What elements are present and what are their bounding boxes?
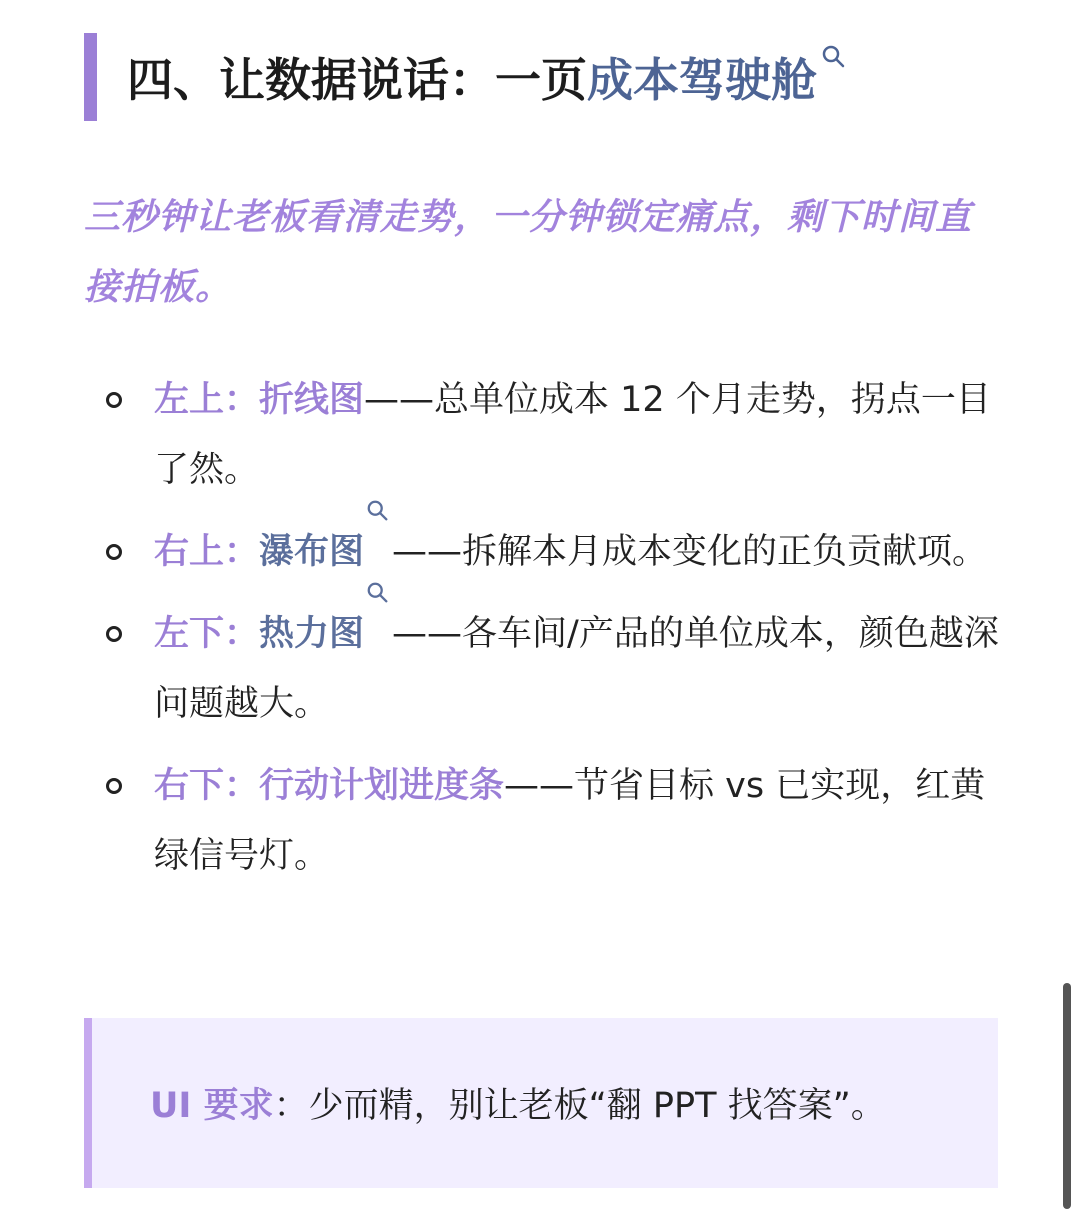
heatmap-link[interactable]: 热力图 xyxy=(259,614,365,654)
bullet-icon xyxy=(106,392,122,408)
cost-cockpit-link[interactable]: 成本驾驶舱 xyxy=(587,53,817,107)
heading-prefix: 四、让数据说话：一页 xyxy=(127,53,587,107)
list-item-bottom-right xyxy=(100,751,1000,891)
item-description: ——总单位成本 12 个月走势，拐点一目了然。 xyxy=(154,380,991,490)
search-icon[interactable] xyxy=(366,599,392,625)
list-item-bottom-left xyxy=(100,599,1000,739)
section-heading xyxy=(84,33,847,121)
bullet-icon xyxy=(106,626,122,642)
position-label: 左下： xyxy=(154,614,260,654)
list-item-top-right xyxy=(100,517,1000,587)
callout-label: UI 要求 xyxy=(150,1086,274,1126)
tagline: 三秒钟让老板看清走势，一分钟锁定痛点，剩下时间直接拍板。 xyxy=(84,197,973,308)
dashboard-layout-list xyxy=(100,365,1000,903)
position-label: 右上： xyxy=(154,532,260,572)
bullet-icon xyxy=(106,778,122,794)
item-description: ——拆解本月成本变化的正负贡献项。 xyxy=(392,532,988,572)
search-icon[interactable] xyxy=(821,62,847,92)
position-label: 左上： xyxy=(154,380,260,420)
scrollbar-thumb[interactable] xyxy=(1063,983,1071,1209)
chart-type-term: 行动计划进度条 xyxy=(259,766,505,806)
position-label: 右下： xyxy=(154,766,260,806)
item-description: ——节省目标 vs 已实现，红黄绿信号灯。 xyxy=(154,766,986,876)
chart-type-term: 折线图 xyxy=(259,380,365,420)
item-description: ——各车间/产品的单位成本，颜色越深问题越大。 xyxy=(154,614,999,724)
waterfall-chart-link[interactable]: 瀑布图 xyxy=(259,532,365,572)
callout-text: ：少而精，别让老板“翻 PPT 找答案”。 xyxy=(273,1086,886,1126)
bullet-icon xyxy=(106,544,122,560)
ui-requirement-callout xyxy=(84,1018,998,1188)
search-icon[interactable] xyxy=(366,517,392,543)
list-item-top-left xyxy=(100,365,1000,505)
